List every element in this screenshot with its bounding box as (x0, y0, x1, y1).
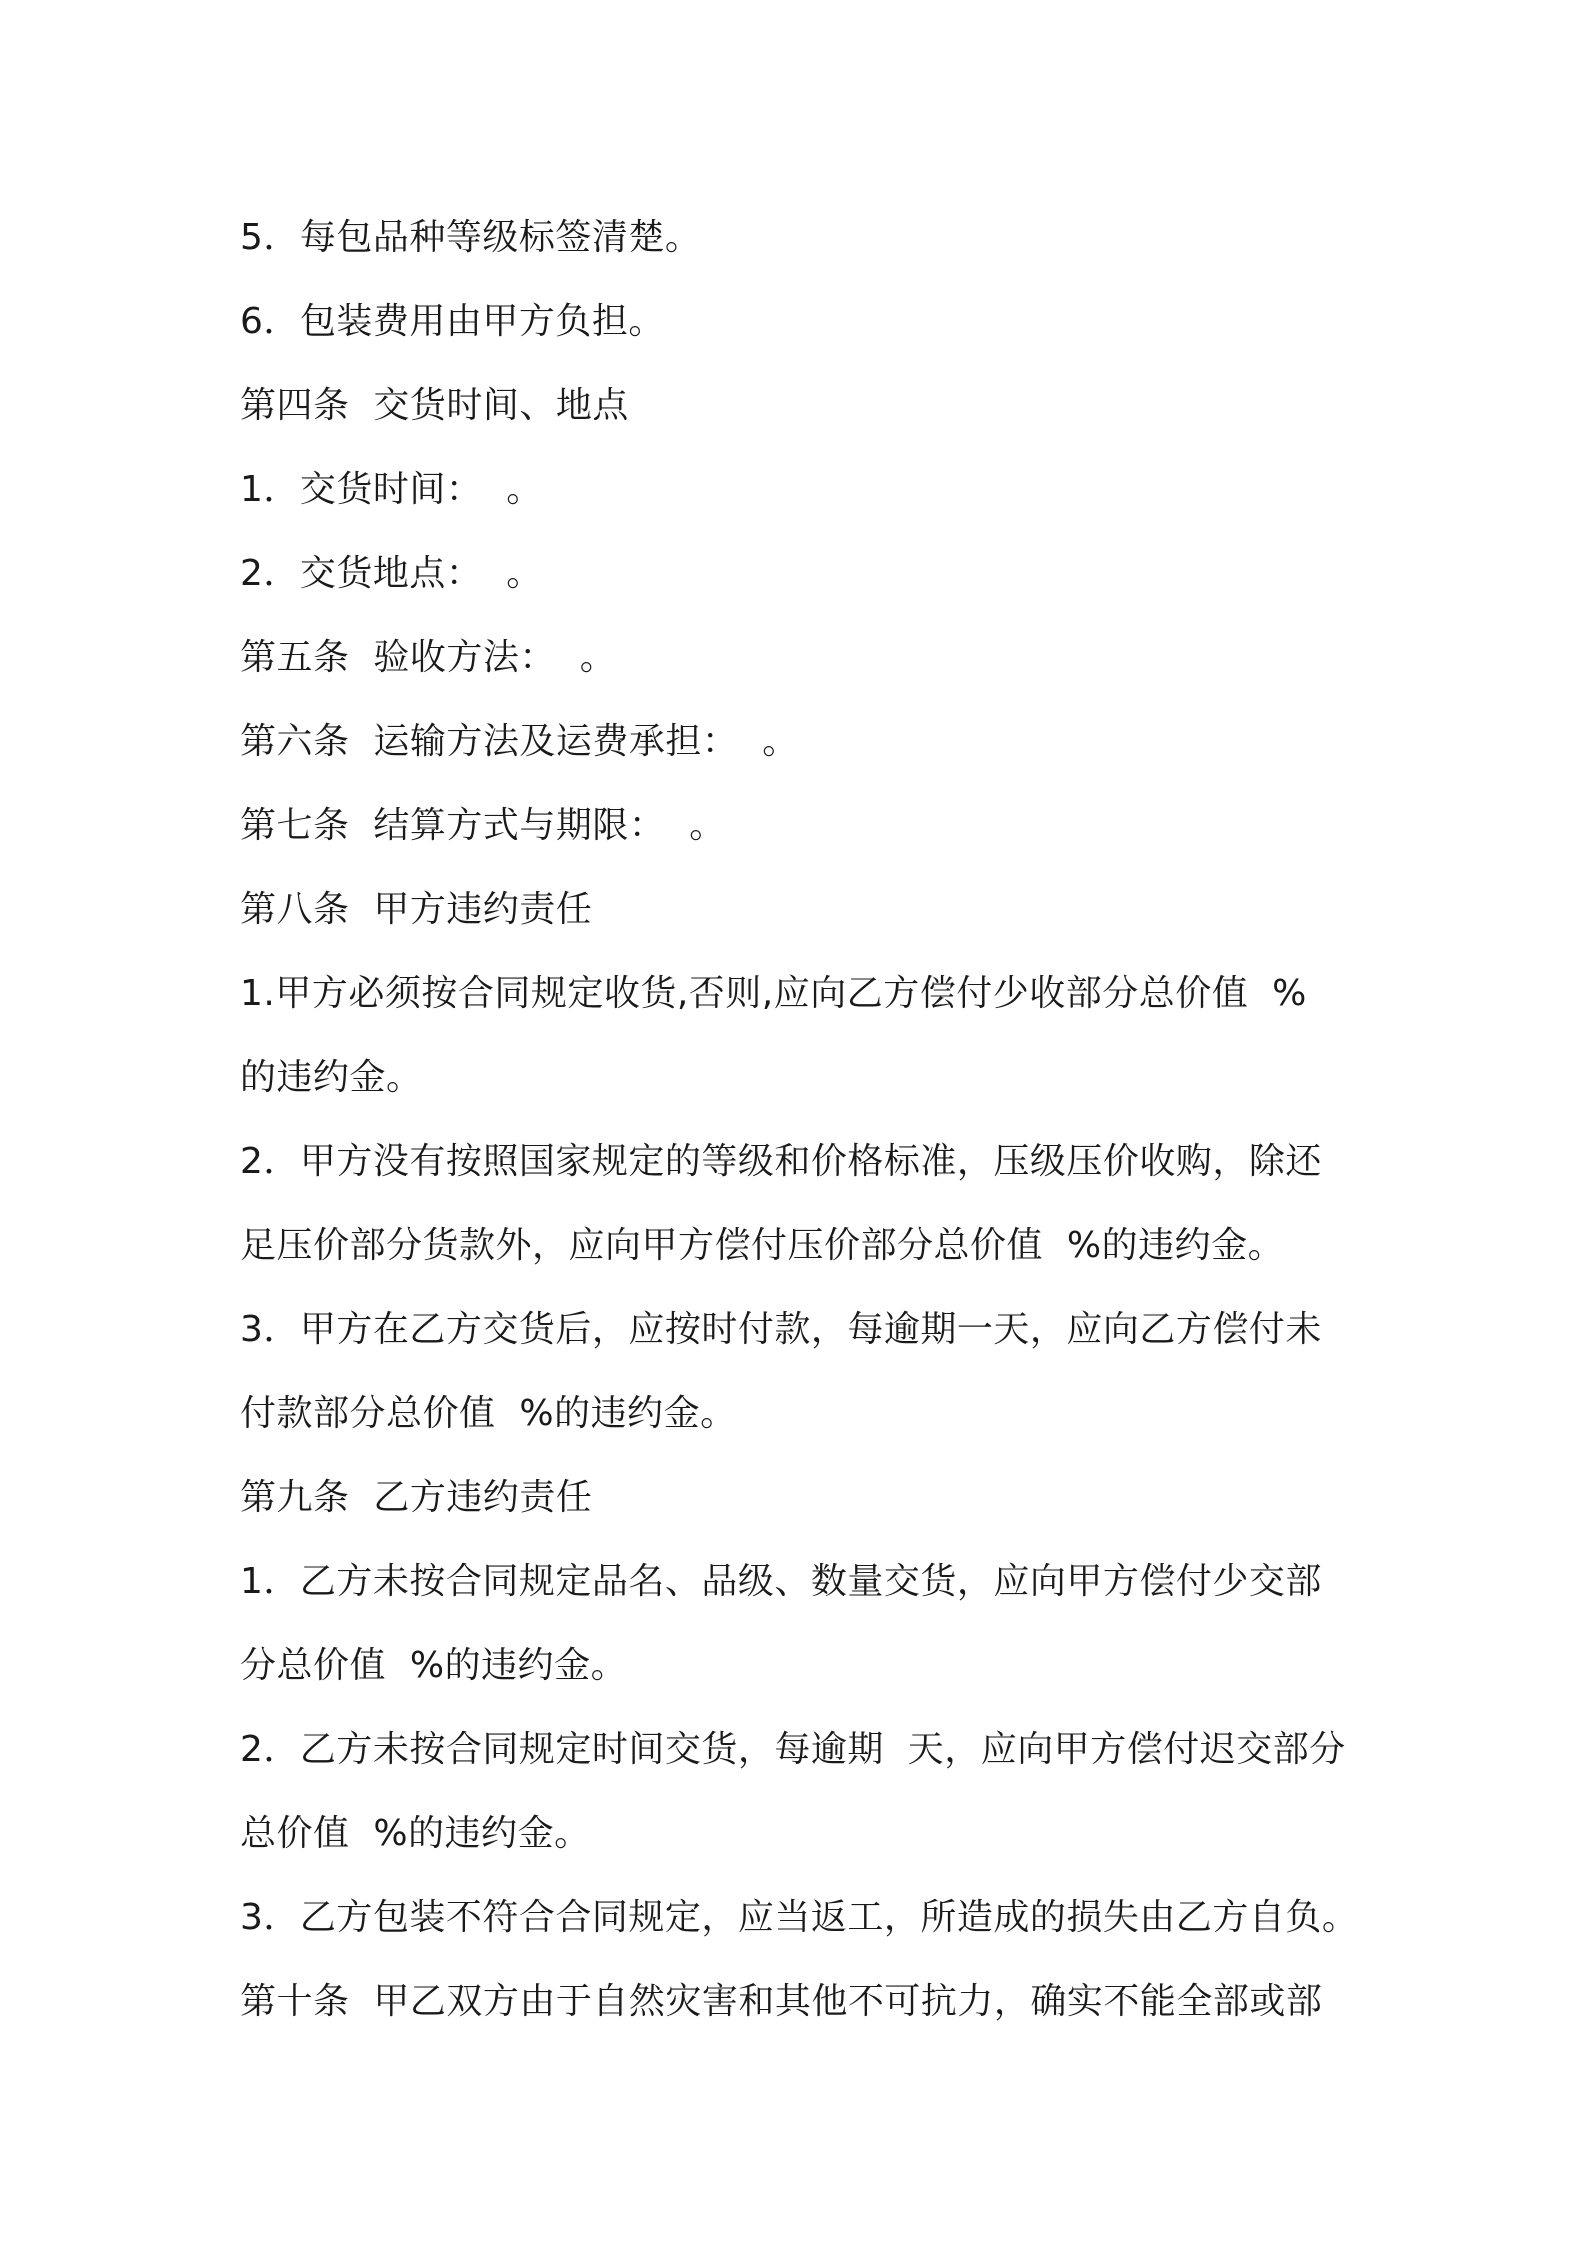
text-line: 2．甲方没有按照国家规定的等级和价格标准，压级压价收购，除还 (240, 1141, 1322, 1182)
article-heading: 第八条 甲方违约责任 (240, 889, 593, 930)
text-line: 1．交货时间： 。 (240, 469, 543, 510)
text-line: 6．包装费用由甲方负担。 (240, 301, 665, 342)
article-heading: 第九条 乙方违约责任 (240, 1477, 593, 1518)
document-body (240, 196, 1370, 2044)
text-line: 2．乙方未按合同规定时间交货，每逾期 天，应向甲方偿付迟交部分 (240, 1729, 1346, 1770)
article-heading: 第四条 交货时间、地点 (240, 385, 629, 426)
text-line: 付款部分总价值 %的违约金。 (240, 1393, 737, 1434)
text-line: 1．乙方未按合同规定品名、品级、数量交货，应向甲方偿付少交部 (240, 1561, 1322, 1602)
text-line: 3．乙方包装不符合合同规定，应当返工，所造成的损失由乙方自负。 (240, 1897, 1359, 1938)
article-heading: 第五条 验收方法： 。 (240, 637, 617, 678)
article-heading: 第七条 结算方式与期限： 。 (240, 805, 726, 846)
article-heading: 第十条 甲乙双方由于自然灾害和其他不可抗力，确实不能全部或部 (240, 1981, 1323, 2022)
article-heading: 第六条 运输方法及运费承担： 。 (240, 721, 799, 762)
text-line: 2．交货地点： 。 (240, 553, 543, 594)
text-line: 总价值 %的违约金。 (240, 1813, 591, 1854)
text-line: 5．每包品种等级标签清楚。 (240, 217, 702, 258)
text-line: 足压价部分货款外，应向甲方偿付压价部分总价值 %的违约金。 (240, 1225, 1285, 1266)
text-line: 3．甲方在乙方交货后，应按时付款，每逾期一天，应向乙方偿付未 (240, 1309, 1322, 1350)
text-line: 1.甲方必须按合同规定收货,否则,应向乙方偿付少收部分总价值 % (240, 973, 1307, 1014)
text-line: 的违约金。 (240, 1057, 423, 1098)
text-line: 分总价值 %的违约金。 (240, 1645, 628, 1686)
